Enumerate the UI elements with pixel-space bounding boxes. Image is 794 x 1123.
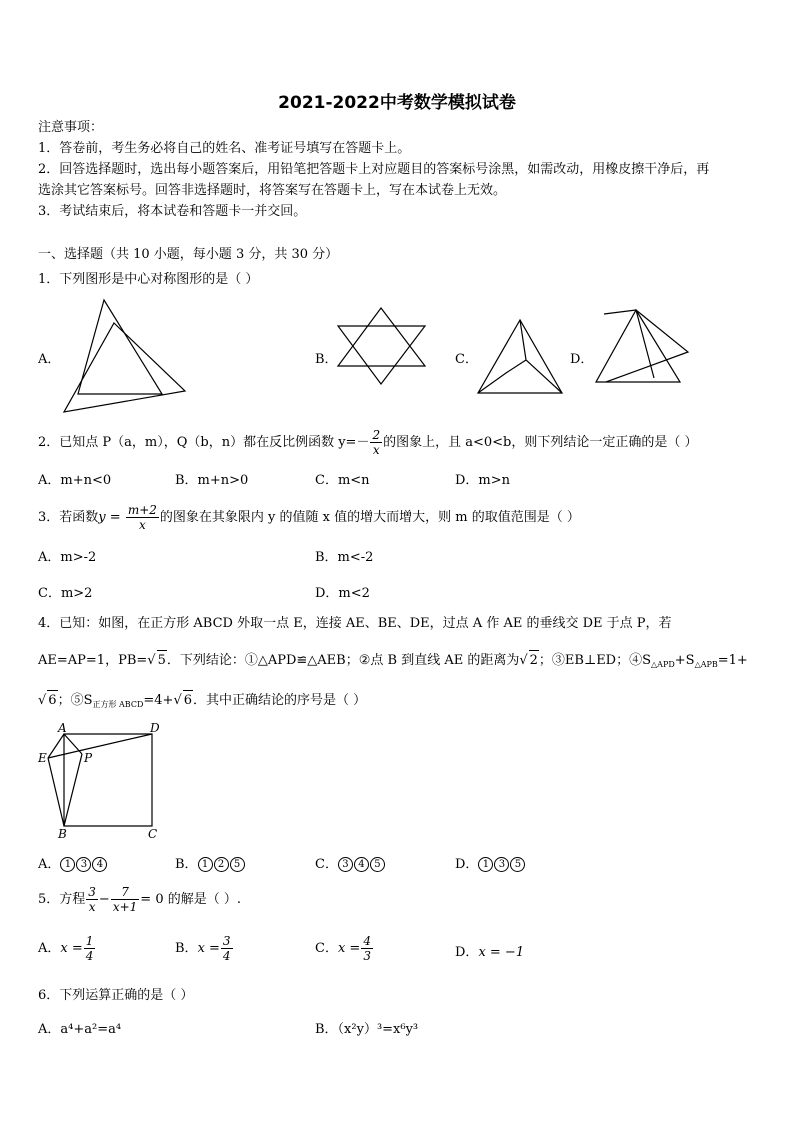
q3-option-b: B．m<-2 — [315, 550, 374, 565]
question-4-line-2: AE=AP=1，PB=√ 5．下列结论：①△APD≌△AEB；②点 B 到直线 AE 的距离为√ 2；③EB⊥ED；$④S_{\triangle APD}+S_{\triangle APB}=1+$ — [38, 650, 748, 675]
q4-square-figure — [36, 722, 166, 842]
q3-fraction — [126, 503, 159, 532]
q2-fraction-numerator: 2 — [372, 428, 381, 442]
q1-figure-c — [476, 318, 566, 394]
q2-option-d: D．m>n — [455, 473, 511, 488]
label-c: C — [148, 827, 158, 841]
q1-figure-a — [60, 298, 190, 416]
question-6-stem: 6．下列运算正确的是（ ） — [38, 988, 194, 1003]
section-heading: 一、选择题（共 10 小题，每小题 3 分，共 30 分） — [38, 247, 339, 262]
q5-option-a-fraction — [84, 934, 96, 963]
q4-option-a-label: A． — [38, 857, 61, 872]
circled-number: 5 — [370, 857, 385, 872]
q5-num1: 3 — [88, 885, 96, 899]
label-b: B — [58, 827, 67, 841]
q3-fraction-denominator: x — [138, 518, 146, 532]
notice-item: 选涂其它答案标号。回答非选择题时，将答案写在答题卡上，写在本试卷上无效。 — [38, 183, 507, 198]
q2-text-post: 的图象上，且 a<0<b，则下列结论一定正确的是（ ） — [383, 435, 698, 450]
q5-option-a-x: x = — [60, 941, 83, 956]
q2-fraction-denominator: x — [372, 443, 380, 457]
q5-option-d-text: x = −1 — [478, 945, 525, 960]
q5-option-b-fraction — [221, 934, 233, 963]
q4-option-b-label: B． — [175, 857, 198, 872]
q5-option-c-fraction — [361, 934, 373, 963]
q1-option-c-label: C． — [455, 352, 478, 367]
q4-option-c-label: C． — [315, 857, 338, 872]
circled-number: 2 — [214, 857, 229, 872]
q3-text-post: 的图象在其象限内 y 的值随 x 值的增大而增大，则 m 的取值范围是（ ） — [159, 510, 580, 525]
q5-option-c — [315, 934, 374, 963]
q4-sub-square: 正方形 ABCD — [92, 700, 144, 709]
q4-text-c: ；③EB⊥ED；④S — [538, 653, 652, 668]
q1-option-d-label: D． — [570, 352, 594, 367]
q4-sub-apb: △APB — [694, 660, 718, 669]
q5-option-d — [455, 941, 524, 960]
q1-option-b-label: B． — [315, 352, 338, 367]
q4-plus-s: +S — [674, 653, 695, 668]
notice-heading: 注意事项： — [38, 120, 104, 135]
q4-text-g: ．其中正确结论的序号是（ ） — [193, 693, 367, 708]
q5-text-pre: 5．方程 — [38, 892, 86, 907]
notice-item: 3．考试结束后，将本试卷和答题卡一并交回。 — [38, 204, 307, 219]
circled-number: 5 — [510, 857, 525, 872]
q3-text-pre: 3．若函数 — [38, 510, 99, 525]
question-2-stem — [38, 428, 698, 457]
q5-den2: x+1 — [112, 900, 138, 914]
q5-minus: − — [98, 892, 110, 907]
q5-option-c-x: x = — [337, 941, 361, 956]
q2-option-b: B．m+n>0 — [175, 473, 249, 488]
q5-option-c-den: 3 — [363, 949, 371, 963]
circled-number: 4 — [354, 857, 369, 872]
circled-number: 1 — [198, 857, 213, 872]
q1-figure-d — [594, 308, 690, 384]
q4-text-a: AE=AP=1，PB= — [38, 653, 148, 668]
q5-option-b — [175, 934, 234, 963]
q2-option-a: A．m+n<0 — [38, 473, 112, 488]
q3-fraction-numerator: m+2 — [127, 503, 157, 517]
q5-den1: x — [88, 900, 96, 914]
q5-option-b-num: 3 — [222, 934, 231, 948]
q5-option-b-den: 4 — [222, 949, 231, 963]
q4-option-a — [38, 853, 108, 872]
circled-number: 4 — [92, 857, 107, 872]
q5-option-a-den: 4 — [85, 949, 94, 963]
notice-item: 1．答卷前，考生务必将自己的姓名、准考证号填写在答题卡上。 — [38, 141, 411, 156]
question-1-stem: 1．下列图形是中心对称图形的是（ ） — [38, 272, 259, 287]
q5-option-c-num: 4 — [363, 934, 371, 948]
q1-figure-b — [335, 306, 431, 386]
q5-fraction-1 — [86, 885, 98, 914]
circled-number: 3 — [76, 857, 91, 872]
q4-option-c — [315, 853, 386, 872]
page-title: 2021-2022中考数学模拟试卷 — [278, 93, 516, 113]
q6-option-b: B．（x²y）³=x⁶y³ — [315, 1022, 419, 1037]
q4-option-d-label: D． — [455, 857, 479, 872]
question-3-stem — [38, 503, 580, 532]
q5-option-a-label: A． — [38, 941, 61, 956]
question-5-stem — [38, 885, 241, 914]
q2-text-pre: 2．已知点 P（a，m），Q（b，n）都在反比例函数 y=－ — [38, 435, 370, 450]
q5-fraction-2 — [111, 885, 139, 914]
label-a: A — [58, 721, 67, 735]
q5-num2: 7 — [111, 885, 139, 900]
q5-option-b-x: x = — [197, 941, 220, 956]
q2-fraction — [370, 428, 382, 457]
q4-sqrt5: 5 — [157, 650, 167, 671]
q4-sqrt6a: 6 — [47, 690, 57, 711]
q3-option-a: A．m>-2 — [38, 550, 97, 565]
q4-text-b: ．下列结论：①△APD≌△AEB；②点 B 到直线 AE 的距离为 — [166, 653, 520, 668]
q4-option-b — [175, 853, 246, 872]
q4-option-d — [455, 853, 526, 872]
circled-number: 1 — [60, 857, 75, 872]
q4-text-f: =4+ — [143, 693, 174, 708]
q4-sqrt6b: 6 — [183, 690, 193, 711]
circled-number: 3 — [338, 857, 353, 872]
q5-option-b-label: B． — [175, 941, 198, 956]
question-4-line-1: 4．已知：如图，在正方形 ABCD 外取一点 E，连接 AE、BE、DE，过点 A 作 AE 的垂线交 DE 于点 P，若 — [38, 616, 672, 631]
circled-number: 1 — [478, 857, 493, 872]
label-e: E — [38, 751, 47, 765]
q3-eq: = — [105, 510, 125, 525]
circled-number: 5 — [230, 857, 245, 872]
q3-y: y — [98, 510, 106, 525]
q5-option-c-label: C． — [315, 941, 338, 956]
q4-sqrt2: 2 — [529, 650, 539, 671]
label-d: D — [150, 721, 160, 735]
notice-item: 2．回答选择题时，选出每小题答案后，用铅笔把答题卡上对应题目的答案标号涂黑，如需改动，用橡皮擦干净后，再 — [38, 162, 710, 177]
q6-option-a: A．a⁴+a²=a⁴ — [38, 1022, 122, 1037]
q4-sub-apd: △APD — [651, 660, 675, 669]
q1-option-a-label: A． — [38, 352, 61, 367]
q3-option-d: D．m<2 — [315, 586, 370, 601]
circled-number: 3 — [494, 857, 509, 872]
q5-option-a — [38, 934, 96, 963]
q4-text-d: =1+ — [717, 653, 748, 668]
q5-text-post: = 0 的解是（ ）. — [140, 892, 241, 907]
q5-option-d-label: D． — [455, 945, 479, 960]
q2-option-c: C．m<n — [315, 473, 370, 488]
q5-option-a-num: 1 — [85, 934, 94, 948]
q3-option-c: C．m>2 — [38, 586, 93, 601]
label-p: P — [84, 751, 93, 765]
question-4-line-3: √ 6；$⑤S_{正方形 ABCD}=4+√$ 6．其中正确结论的序号是（ ） — [38, 690, 366, 715]
q4-text-e: ；⑤S — [57, 693, 93, 708]
